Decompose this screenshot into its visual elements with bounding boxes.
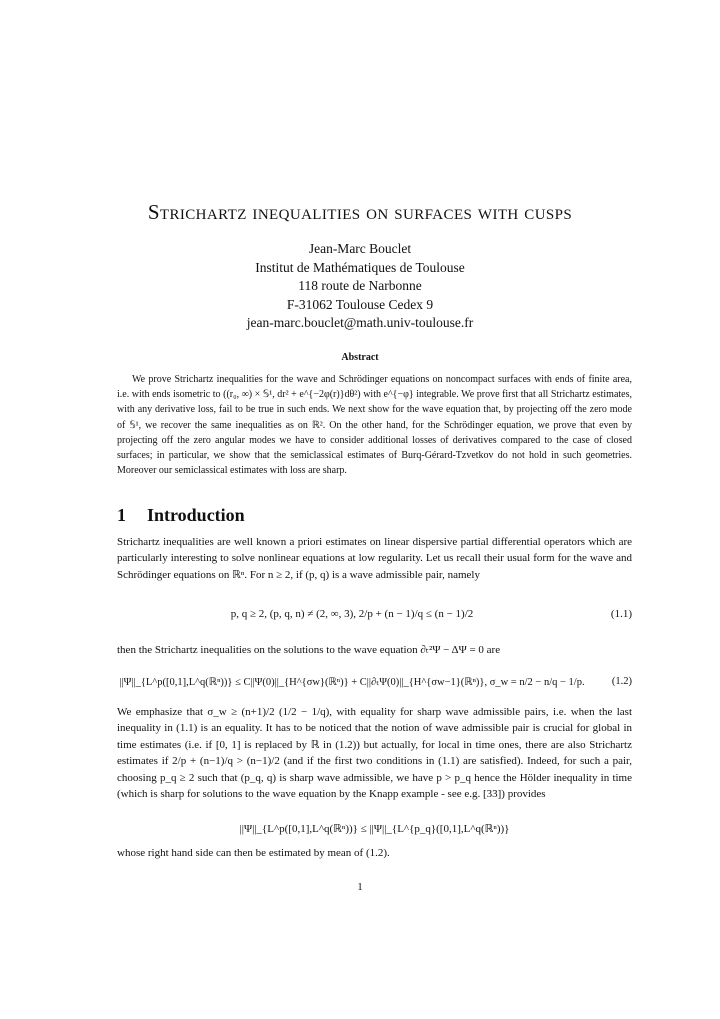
paragraph-4: whose right hand side can then be estimated by mean of (1.2). bbox=[117, 847, 390, 859]
equation-1-2-body: ||Ψ||_{L^p([0,1],L^q(ℝⁿ))} ≤ C||Ψ(0)||_{H^{σw}(ℝⁿ)} + C||∂ₜΨ(0)||_{H^{σw−1}(ℝⁿ)}, σ_w = n/2 − n/q − 1/p. bbox=[119, 677, 585, 688]
author-street: 118 route de Narbonne bbox=[298, 278, 422, 293]
equation-1-2 bbox=[117, 676, 632, 696]
abstract-text: We prove Strichartz inequalities for the wave and Schrödinger equations on noncompact surfaces with ends of finite area, i.e. with ends isometric to ((r₀, ∞) × 𝕊¹, dr² + e^{−2φ(r)}dθ²) with e^{−φ} integrable. We prove first that all Strichartz estimates, with any derivative loss, fail to be true in such ends. We next show for the wave equation that, by projecting off the zero mode of 𝕊¹, we recover the same inequalities as on ℝ². On the other hand, for the Schrödinger equation, we prove that even by projecting off the zero angular modes we have to consider additional losses of derivatives compared to the case of closed surfaces; in particular, we show that the semiclassical estimates of Burq-Gérard-Tzvetkov do not hold in such geometries. Moreover our semiclassical estimates with loss are sharp. bbox=[117, 374, 632, 477]
paper-title: Strichartz inequalities on surfaces with cusps bbox=[147, 200, 573, 224]
paragraph-3: We emphasize that σ_w ≥ (n+1)/2 (1/2 − 1/q), with equality for sharp wave admissible pairs, i.e. when the last inequality in (1.1) is an equality. It has to be noticed that the notion of wave admissible pair is crucial for global in time estimates (i.e. if [0, 1] is replaced by ℝ in (1.2)) but actually, for local in time ones, there are also Strichartz estimates if 2/p + (n−1)/q > (n−1)/2 (and if the first two conditions in (1.1) are satisfied). Indeed, for such a pair, choosing p_q ≥ 2 such that (p_q, q) is sharp wave admissible, we have p > p_q hence the Hölder inequality in time (which is sharp for solutions to the wave equation by the Knapp example - see e.g. [33]) provides bbox=[117, 706, 632, 801]
section-heading bbox=[117, 505, 245, 526]
equation-holder-body: ||Ψ||_{L^p([0,1],L^q(ℝⁿ))} ≤ ||Ψ||_{L^{p_q}([0,1],L^q(ℝⁿ))} bbox=[239, 823, 510, 835]
author-institution: Institut de Mathématiques de Toulouse bbox=[255, 259, 465, 275]
author-email: jean-marc.bouclet@math.univ-toulouse.fr bbox=[246, 315, 474, 330]
author-name: Jean-Marc Bouclet bbox=[308, 241, 412, 256]
equation-holder bbox=[117, 822, 632, 840]
equation-1-1 bbox=[117, 608, 632, 628]
equation-1-1-number: (1.1) bbox=[610, 608, 632, 620]
page-number: 1 bbox=[357, 881, 363, 893]
section-title: Introduction bbox=[147, 505, 245, 525]
author-city: F-31062 Toulouse Cedex 9 bbox=[286, 296, 434, 312]
section-number: 1 bbox=[117, 505, 126, 525]
author-block bbox=[0, 240, 720, 333]
equation-1-2-number: (1.2) bbox=[611, 676, 632, 687]
paragraph-1: Strichartz inequalities are well known a priori estimates on linear dispersive partial differential operators which are particularly interesting to solve nonlinear equations at low regularity. Let us recall their usual form for the wave and Schrödinger equations on ℝⁿ. For n ≥ 2, if (p, q) is a wave admissible pair, namely bbox=[117, 536, 632, 581]
abstract-heading: Abstract bbox=[341, 352, 379, 363]
equation-1-1-body: p, q ≥ 2, (p, q, n) ≠ (2, ∞, 3), 2/p + (n − 1)/q ≤ (n − 1)/2 bbox=[230, 608, 474, 620]
paragraph-2: then the Strichartz inequalities on the solutions to the wave equation ∂ₜ²Ψ − ΔΨ = 0 are bbox=[117, 644, 501, 656]
